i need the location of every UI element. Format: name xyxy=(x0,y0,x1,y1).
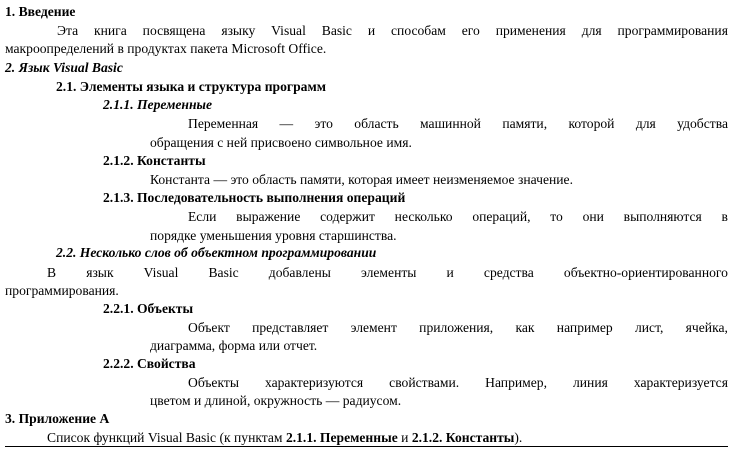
operation-order-paragraph-line1 xyxy=(188,208,728,226)
appendix-ref-constants: 2.1.2. Константы xyxy=(411,430,515,445)
word: памяти, xyxy=(502,116,548,131)
intro-paragraph-line1 xyxy=(57,22,728,40)
word: это xyxy=(314,116,333,131)
word: машинной xyxy=(420,116,481,131)
word: несколько xyxy=(394,209,453,224)
word: Basic xyxy=(208,265,239,280)
word: объектно-ориентированного xyxy=(563,265,728,280)
object-programming-paragraph-line1 xyxy=(47,264,728,282)
word: книга xyxy=(94,23,127,38)
word: выполняются xyxy=(623,209,702,224)
word: элементы xyxy=(361,265,417,280)
heading-appendix: 3. Приложение А xyxy=(5,411,110,426)
word: элемент xyxy=(350,320,397,335)
word: Переменная xyxy=(188,116,259,131)
word: они xyxy=(582,209,604,224)
heading-introduction: 1. Введение xyxy=(5,4,76,19)
heading-operation-order: 2.1.3. Последовательность выполнения операций xyxy=(103,190,406,205)
word: как xyxy=(515,320,535,335)
word: язык xyxy=(86,265,114,280)
word: например xyxy=(556,320,613,335)
word: представляет xyxy=(252,320,329,335)
word: средства xyxy=(483,265,534,280)
word: Эта xyxy=(57,23,79,38)
objects-paragraph-line1 xyxy=(188,319,728,337)
variables-paragraph-line1 xyxy=(188,115,728,133)
bottom-rule xyxy=(5,446,728,447)
properties-paragraph-line2: цветом и длиной, окружность — радиусом. xyxy=(150,393,402,408)
word: посвящена xyxy=(142,23,206,38)
heading-constants: 2.1.2. Константы xyxy=(103,153,206,168)
appendix-ref-variables: 2.1.1. Переменные xyxy=(285,430,398,445)
word: линия xyxy=(573,375,608,390)
heading-variables: 2.1.1. Переменные xyxy=(103,97,212,112)
word: и xyxy=(367,23,376,38)
word: В xyxy=(47,265,57,280)
word: характеризуется xyxy=(633,375,728,390)
heading-visual-basic-language: 2. Язык Visual Basic xyxy=(5,60,123,75)
word: лист, xyxy=(634,320,664,335)
word: приложения, xyxy=(419,320,494,335)
appendix-text-suffix: ). xyxy=(514,430,523,445)
intro-paragraph-line2: макроопределений в продуктах пакета Microsoft Office. xyxy=(5,41,327,56)
heading-objects: 2.2.1. Объекты xyxy=(103,301,194,316)
word: Basic xyxy=(321,23,352,38)
word: способам xyxy=(391,23,446,38)
word: Visual xyxy=(271,23,306,38)
word: Объект xyxy=(188,320,230,335)
word: Объекты xyxy=(188,375,239,390)
word: применения xyxy=(495,23,566,38)
constants-paragraph: Константа — это область памяти, которая имеет неизменяемое значение. xyxy=(150,172,573,187)
word: — xyxy=(279,116,294,131)
word: свойствами. xyxy=(389,375,460,390)
operation-order-paragraph-line2: порядке уменьшения уровня старшинства. xyxy=(150,228,397,243)
heading-object-programming: 2.2. Несколько слов об объектном программировании xyxy=(56,245,377,260)
word: Visual xyxy=(143,265,179,280)
word: в xyxy=(721,209,728,224)
properties-paragraph-line1 xyxy=(188,374,728,392)
objects-paragraph-line2: диаграмма, форма или отчет. xyxy=(150,338,318,353)
object-programming-paragraph-line2: программирования. xyxy=(5,283,119,298)
word: область xyxy=(354,116,399,131)
word: Если xyxy=(188,209,217,224)
word: добавлены xyxy=(268,265,331,280)
word: программирования xyxy=(617,23,728,38)
word: его xyxy=(461,23,480,38)
word: характеризуются xyxy=(264,375,364,390)
heading-language-elements: 2.1. Элементы языка и структура программ xyxy=(56,79,326,94)
word: и xyxy=(446,265,454,280)
variables-paragraph-line2: обращения с ней присвоено символьное имя. xyxy=(150,135,412,150)
word: содержит xyxy=(320,209,375,224)
heading-properties: 2.2.2. Свойства xyxy=(103,356,196,371)
word: для xyxy=(635,116,656,131)
appendix-text-prefix: Список функций Visual Basic (к пунктам xyxy=(47,430,286,445)
word: языку xyxy=(221,23,256,38)
word: для xyxy=(581,23,602,38)
appendix-paragraph xyxy=(47,429,522,447)
word: операций, xyxy=(472,209,531,224)
word: выражение xyxy=(236,209,301,224)
word: Например, xyxy=(485,375,547,390)
word: ячейка, xyxy=(685,320,728,335)
word: удобства xyxy=(677,116,728,131)
word: то xyxy=(550,209,563,224)
word: которой xyxy=(568,116,615,131)
appendix-text-mid: и xyxy=(397,430,412,445)
